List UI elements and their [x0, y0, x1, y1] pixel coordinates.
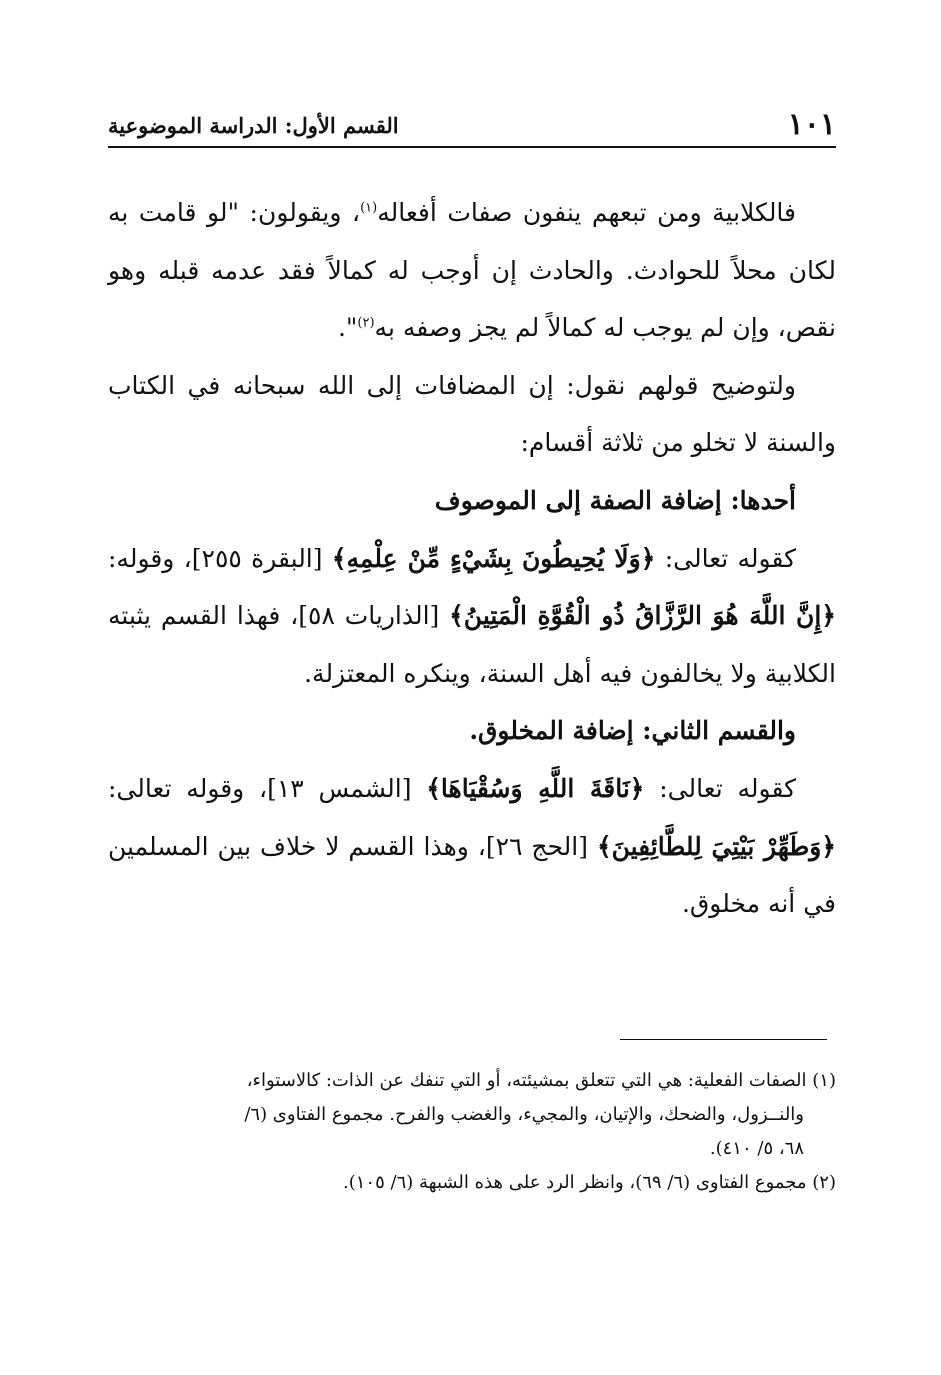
footnote-divider: [620, 1039, 827, 1040]
quran-verse: ﴿وَلَا يُحِيطُونَ بِشَيْءٍ مِّنْ عِلْمِهِ﴾: [331, 543, 656, 573]
text-run: ".: [337, 313, 358, 343]
text-run: [الذاريات ٥٨]، فهذا القسم يثبته الكلابية ولا يخالفون فيه أهل السنة، وينكره المعتزلة.: [108, 601, 836, 688]
footnote-2: (٢) مجموع الفتاوى (٦/ ٦٩)، وانظر الرد على هذه الشبهة (٦/ ١٠٥).: [343, 1172, 836, 1193]
footnote-1-line: (١) الصفات الفعلية: هي التي تتعلق بمشيئته، أو التي تنفك عن الذات: كالاستواء،: [246, 1070, 836, 1091]
paragraph-second-examples: [108, 760, 836, 933]
text-run: فالكلابية ومن تبعهم ينفون صفات أفعاله: [377, 198, 796, 227]
quran-verse: ﴿إِنَّ اللَّهَ هُوَ الرَّزَّاقُ ذُو الْقُوَّةِ الْمَتِينُ﴾: [449, 601, 836, 631]
text-run: [البقرة ٢٥٥]، وقوله:: [108, 543, 332, 573]
paragraph-explanation: ولتوضيح قولهم نقول: إن المضافات إلى الله سبحانه في الكتاب والسنة لا تخلو من ثلاثة أقسام:: [108, 370, 836, 458]
footnotes: [108, 1064, 836, 1200]
paragraph-kullabiyya: [108, 184, 836, 357]
text-run: [الحج ٢٦]، وهذا القسم لا خلاف بين المسلمين في أنه مخلوق.: [108, 831, 836, 919]
text-run: [الشمس ١٣]، وقوله تعالى:: [108, 773, 427, 803]
text-run: ، ويقولون: "لو قامت به لكان محلاً للحوادث. والحادث إن أوجب له كمالاً فقد عدمه قبله وهو نقص، وإن لم يوجب له كمالاً لم يجز وصفه به: [108, 198, 836, 343]
footnote-ref-1: (١): [360, 200, 378, 216]
footnote-1-line: والنــزول، والضحك، والإتيان، والمجيء، والغضب والفرح. مجموع الفتاوى (٦/: [244, 1104, 804, 1125]
main-text: [108, 184, 836, 933]
footnote-1-line: ٦٨، ٥/ ٤١٠).: [709, 1138, 804, 1159]
quran-verse: ﴿نَاقَةَ اللَّهِ وَسُقْيَاهَا﴾: [426, 773, 645, 803]
text-run: كقوله تعالى:: [655, 543, 796, 573]
page-number: ١٠١: [787, 107, 836, 142]
text-run: كقوله تعالى:: [644, 773, 796, 803]
paragraph-first-examples: [108, 530, 836, 703]
section-heading-first: أحدها: إضافة الصفة إلى الموصوف: [434, 485, 796, 515]
section-heading-second: والقسم الثاني: إضافة المخلوق.: [469, 716, 796, 746]
running-title: القسم الأول: الدراسة الموضوعية: [108, 113, 399, 138]
footnote-ref-2: (٢): [357, 315, 375, 331]
page-header: [108, 102, 836, 148]
quran-verse: ﴿وَطَهِّرْ بَيْتِيَ لِلطَّائِفِينَ﴾: [596, 831, 836, 861]
